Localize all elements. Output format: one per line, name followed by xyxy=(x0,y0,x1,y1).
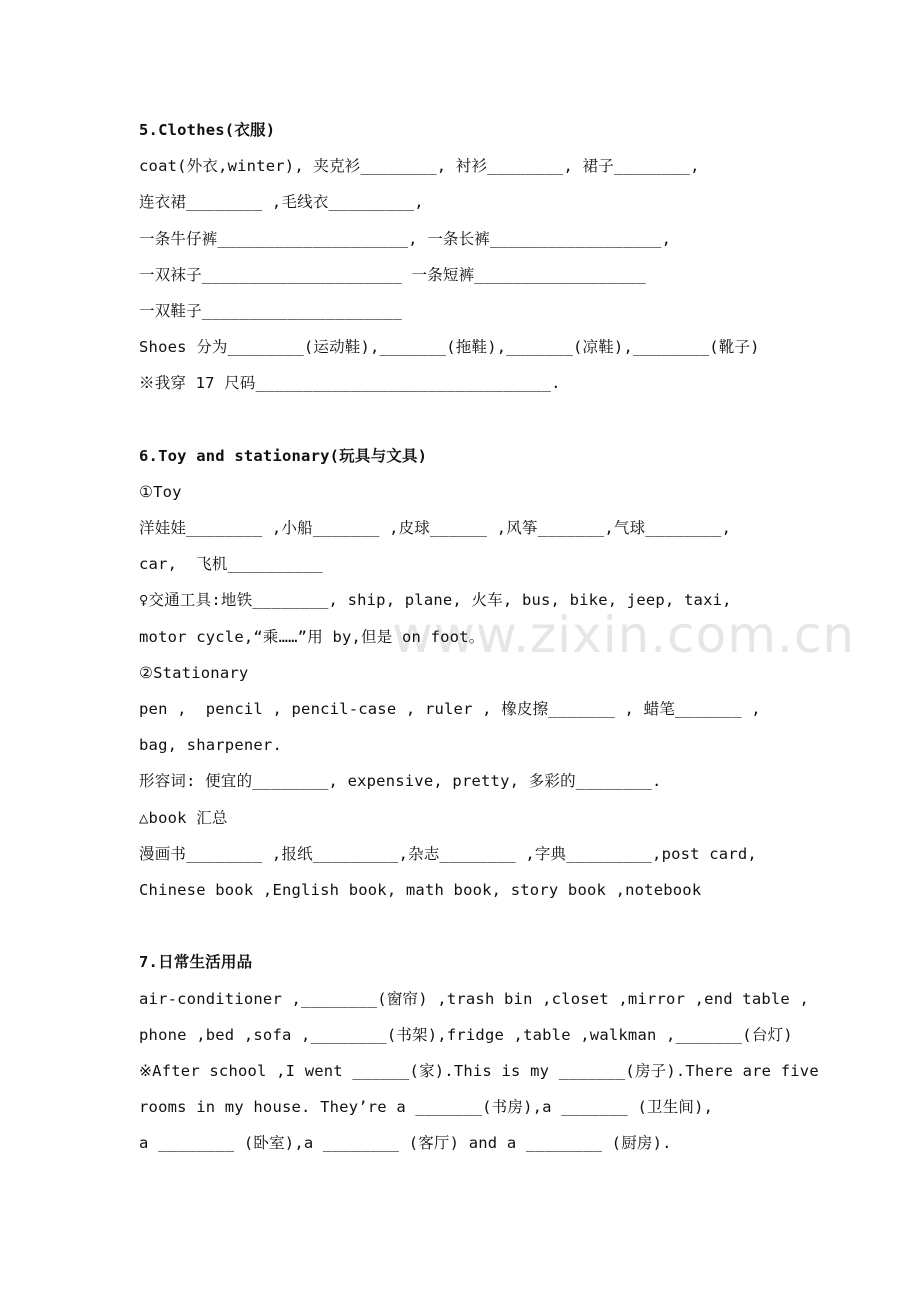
text-line: phone ,bed ,sofa ,________(书架),fridge ,table ,walkman ,_______(台灯) xyxy=(139,1025,793,1044)
section-title-toys: 6.Toy and stationary(玩具与文具) xyxy=(139,446,428,465)
text-line: pen , pencil , pencil-case , ruler , 橡皮擦_______ , 蜡笔_______ , xyxy=(139,700,761,718)
section-spacer xyxy=(139,402,839,438)
text-line: △book 汇总 xyxy=(139,808,228,827)
text-line: air-conditioner ,________(窗帘) ,trash bin ,closet ,mirror ,end table , xyxy=(139,989,810,1008)
text-line: 一双袜子_____________________ 一条短裤__________________ xyxy=(139,265,646,284)
text-line: motor cycle,“乘……”用 by,但是 on foot。 xyxy=(139,627,485,646)
text-line: 连衣裙________ ,毛线衣_________, xyxy=(139,193,424,212)
text-line: ※After school ,I went ______(家).This is my _______(房子).There are five xyxy=(139,1061,819,1080)
text-line: coat(外衣,winter), 夹克衫________, 衬衫________, 裙子________, xyxy=(139,157,700,176)
text-line: ②Stationary xyxy=(139,663,249,682)
text-line: 一条牛仔裤____________________, 一条长裤__________________, xyxy=(139,229,672,248)
text-line: bag, sharpener. xyxy=(139,736,282,755)
text-line: Shoes 分为________(运动鞋),_______(拖鞋),_______(凉鞋),________(靴子) xyxy=(139,338,760,357)
text-line: ♀交通工具:地铁________, ship, plane, 火车, bus, bike, jeep, taxi, xyxy=(139,591,732,610)
text-line: rooms in my house. They’re a _______(书房),a _______ (卫生间), xyxy=(139,1098,714,1117)
section-title-daily: 7.日常生活用品 xyxy=(139,953,253,972)
section-spacer xyxy=(139,908,839,944)
text-line: 形容词: 便宜的________, expensive, pretty, 多彩的________. xyxy=(139,772,662,791)
text-line: 一双鞋子_____________________ xyxy=(139,301,402,320)
text-line: Chinese book ,English book, math book, story book ,notebook xyxy=(139,880,702,899)
text-line: 洋娃娃________ ,小船_______ ,皮球______ ,风筝_______,气球________, xyxy=(139,519,732,538)
text-line: ①Toy xyxy=(139,482,182,501)
text-line: car, 飞机__________ xyxy=(139,555,323,574)
text-line: a ________ (卧室),a ________ (客厅) and a ________ (厨房). xyxy=(139,1134,672,1153)
text-line: 漫画书________ ,报纸_________,杂志________ ,字典_________,post card, xyxy=(139,844,757,863)
watermark: www.zixin.com.cn xyxy=(392,606,856,664)
text-line: ※我穿 17 尺码_______________________________. xyxy=(139,374,561,393)
document-page xyxy=(139,112,839,1161)
section-title-clothes: 5.Clothes(衣服) xyxy=(139,121,276,139)
